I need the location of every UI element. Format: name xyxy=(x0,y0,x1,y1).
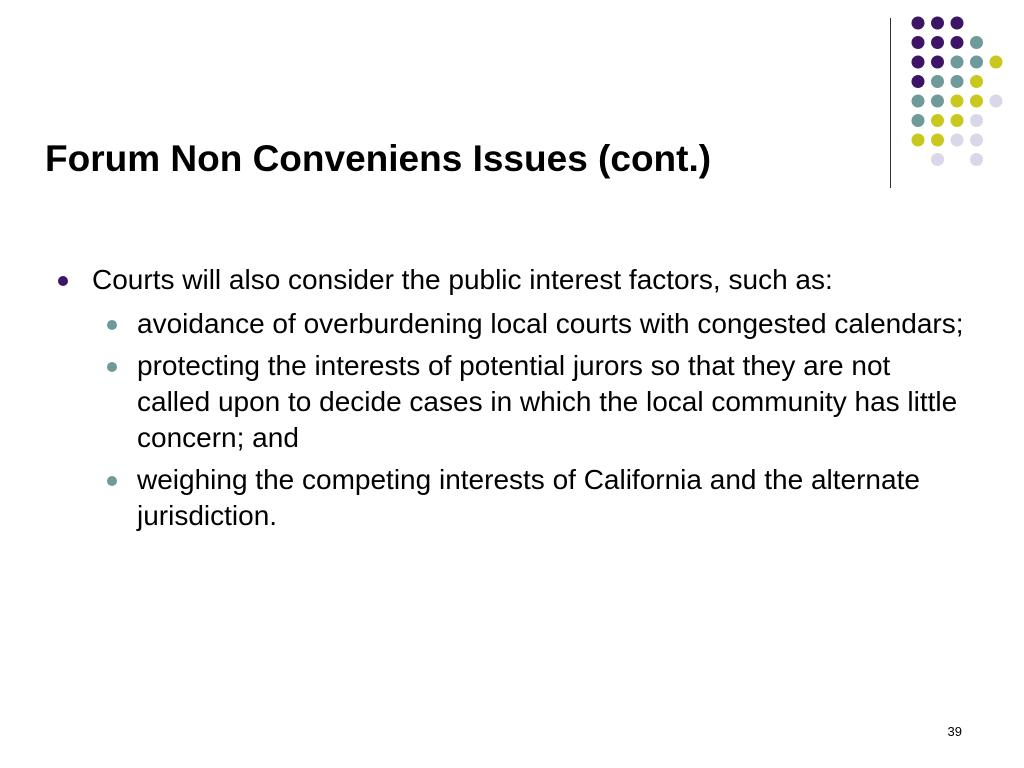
decorative-dot-teal xyxy=(931,75,944,88)
decorative-dot-lavender xyxy=(970,114,983,127)
decorative-dot-purple xyxy=(912,56,925,69)
decorative-dot-purple xyxy=(931,56,944,69)
decorative-dot-teal xyxy=(951,56,964,69)
slide-title: Forum Non Conveniens Issues (cont.) xyxy=(45,138,712,179)
decorative-dot-purple xyxy=(931,36,944,49)
bullet-dot-icon xyxy=(107,320,117,330)
decorative-dot-olive xyxy=(970,95,983,108)
decorative-dot-purple xyxy=(912,75,925,88)
sub-bullet-list xyxy=(58,306,968,534)
decorative-dot-olive xyxy=(990,56,1003,69)
decorative-dot-olive xyxy=(970,75,983,88)
decorative-dot-teal xyxy=(931,95,944,108)
page-number: 39 xyxy=(947,724,962,739)
sub-bullet-item xyxy=(58,348,968,456)
decorative-dot-purple xyxy=(912,17,925,30)
decorative-dot-teal xyxy=(951,75,964,88)
decorative-dot-olive xyxy=(931,114,944,127)
sub-bullet-item xyxy=(58,462,968,534)
decorative-dot-teal xyxy=(912,95,925,108)
sub-bullet-item xyxy=(58,306,968,342)
decorative-dot-lavender xyxy=(970,153,983,166)
decorative-dot-lavender xyxy=(990,95,1003,108)
decorative-dot-purple xyxy=(951,17,964,30)
slide-body xyxy=(58,262,968,540)
decorative-dot-teal xyxy=(970,56,983,69)
decorative-dot-olive xyxy=(931,134,944,147)
decorative-dot-lavender xyxy=(951,134,964,147)
bullet-text: Courts will also consider the public interest factors, such as: xyxy=(92,264,833,295)
decorative-dot-purple xyxy=(951,36,964,49)
decorative-dot-lavender xyxy=(931,153,944,166)
decorative-dot-purple xyxy=(931,17,944,30)
sub-bullet-text: avoidance of overburdening local courts with congested calendars; xyxy=(137,308,964,339)
decorative-dot-teal xyxy=(970,36,983,49)
sub-bullet-text: protecting the interests of potential jurors so that they are not called upon to decide cases in which the local community has little concern; and xyxy=(137,350,958,453)
title-divider-line xyxy=(890,18,891,188)
decorative-dot-olive xyxy=(951,114,964,127)
bullet-dot-icon xyxy=(107,362,117,372)
decorative-dot-purple xyxy=(912,36,925,49)
bullet-dot-icon xyxy=(58,276,68,286)
decorative-dot-teal xyxy=(912,114,925,127)
decorative-dot-olive xyxy=(951,95,964,108)
sub-bullet-text: weighing the competing interests of California and the alternate jurisdiction. xyxy=(137,464,920,531)
decorative-dot-olive xyxy=(912,134,925,147)
bullet-dot-icon xyxy=(107,476,117,486)
bullet-level1 xyxy=(58,262,968,298)
decorative-dot-lavender xyxy=(970,134,983,147)
